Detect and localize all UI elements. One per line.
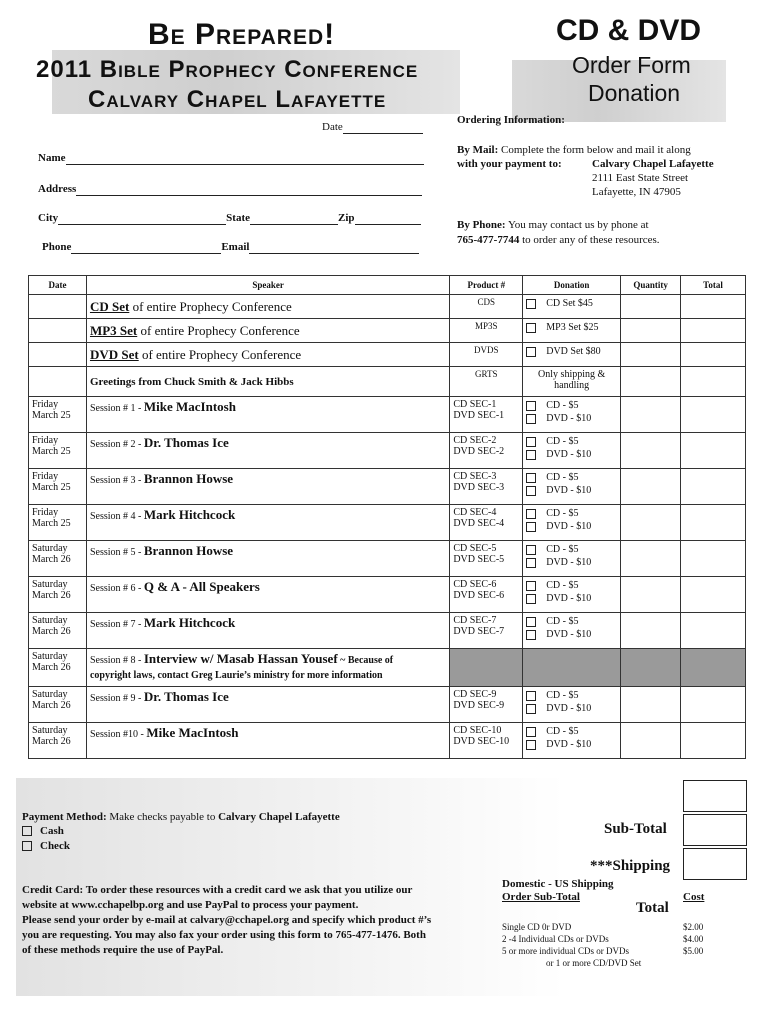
email-label: Email (221, 241, 250, 253)
donation-option[interactable]: CD - $5 DVD - $10 (523, 723, 621, 759)
quantity-cell[interactable] (621, 613, 681, 649)
checkbox[interactable] (526, 727, 536, 737)
checkbox[interactable] (526, 630, 536, 640)
checkbox[interactable] (526, 740, 536, 750)
col-quantity: Quantity (621, 276, 681, 295)
set-desc: of entire Prophecy Conference (129, 298, 292, 314)
checkbox[interactable] (526, 594, 536, 604)
donation-option[interactable]: CD - $5 DVD - $10 (523, 687, 621, 723)
checkbox[interactable] (526, 617, 536, 627)
phone-order-label: By Phone: (457, 219, 506, 231)
cash-label: Cash (40, 825, 64, 837)
table-row: Saturday March 26 Session # 7 - Mark Hitchcock CD SEC-7 DVD SEC-7 CD - $5 DVD - $10 (29, 613, 746, 649)
total-cell[interactable] (681, 505, 746, 541)
checkbox[interactable] (526, 545, 536, 555)
payment-check-option[interactable] (22, 840, 70, 852)
set-title: MP3 Set (89, 322, 138, 338)
payment-label: Payment Method: (22, 811, 107, 823)
checkbox[interactable] (526, 691, 536, 701)
table-row: Saturday March 26 Session # 6 - Q & A - All Speakers CD SEC-6 DVD SEC-6 CD - $5 DVD - $10 (29, 577, 746, 613)
order-table (28, 275, 746, 759)
quantity-cell[interactable] (621, 319, 681, 343)
donation-option[interactable] (523, 295, 621, 319)
name-field[interactable] (38, 152, 424, 165)
total-cell[interactable] (681, 397, 746, 433)
checkbox[interactable] (526, 347, 536, 357)
title-donation: Donation (588, 80, 681, 106)
donation-option[interactable]: CD - $5 DVD - $10 (523, 397, 621, 433)
mail-text-1: Complete the form below and mail it along (501, 144, 691, 156)
donation-note: Only shipping & handling (523, 367, 621, 397)
product-code: CDS (450, 295, 523, 319)
subtotal-box[interactable] (683, 814, 747, 846)
zip-label: Zip (338, 212, 355, 224)
total-cell[interactable] (681, 367, 746, 397)
table-row: Friday March 25 Session # 4 - Mark Hitchcock CD SEC-4 DVD SEC-4 CD - $5 DVD - $10 (29, 505, 746, 541)
table-row (29, 295, 746, 319)
shipping-box[interactable] (683, 848, 747, 880)
phone-label: Phone (42, 241, 72, 253)
checkbox[interactable] (526, 486, 536, 496)
total-cell[interactable] (681, 295, 746, 319)
donation-option[interactable]: CD - $5 DVD - $10 (523, 433, 621, 469)
phone-text-2: to order any of these resources. (522, 234, 660, 246)
mail-text-2: with your payment to: (457, 158, 562, 170)
title-cd-dvd: CD & DVD (556, 14, 702, 47)
table-row-unavailable: Saturday March 26 Session # 8 - Interview w/ Masab Hassan Yousef ~ Because of copyright laws, contact Greg Laurie’s ministry for more information (29, 649, 746, 687)
list-item: 2 -4 Individual CDs or DVDs $4.00 (502, 934, 704, 944)
payment-text: Make checks payable to (106, 811, 219, 823)
order-subtotal-heading: Order Sub-Total (502, 891, 580, 903)
total-cell[interactable] (681, 723, 746, 759)
table-row: Saturday March 26 Session #10 - Mike MacIntosh CD SEC-10 DVD SEC-10 CD - $5 DVD - $10 (29, 723, 746, 759)
date-label: Date (322, 121, 343, 133)
quantity-cell[interactable] (621, 723, 681, 759)
cash-checkbox[interactable] (22, 826, 32, 836)
address-field[interactable] (38, 183, 422, 196)
checkbox[interactable] (526, 522, 536, 532)
address-label: Address (38, 183, 77, 195)
mail-label: By Mail: (457, 144, 499, 156)
col-donation: Donation (523, 276, 621, 295)
total-cell[interactable] (681, 687, 746, 723)
quantity-cell[interactable] (621, 295, 681, 319)
col-date: Date (29, 276, 87, 295)
check-checkbox[interactable] (22, 841, 32, 851)
quantity-cell[interactable] (621, 687, 681, 723)
checkbox[interactable] (526, 414, 536, 424)
set-title: DVD Set (89, 346, 139, 362)
donation-option[interactable]: CD - $5 DVD - $10 (523, 541, 621, 577)
title-order-form: Order Form (572, 52, 691, 78)
credit-card-info: Credit Card: To order these resources with a credit card we ask that you utilize our website at www.cchapelbp.org and use PayPal to process your payment. Please send your order by e-mail at calvary@cchapel.org and specify which product #’s you are requesting. You may also fax your order using this form to 765-477-1476. Both of these methods require the use of PayPal. (22, 884, 432, 956)
table-row (29, 343, 746, 367)
name-label: Name (38, 152, 66, 164)
quantity-cell[interactable] (621, 397, 681, 433)
shipping-label: ***Shipping (590, 858, 671, 874)
checkbox[interactable] (526, 473, 536, 483)
date-field[interactable] (322, 121, 423, 134)
donation-label: DVD Set $80 (546, 346, 601, 357)
table-row: Friday March 25 Session # 2 - Dr. Thomas Ice CD SEC-2 DVD SEC-2 CD - $5 DVD - $10 (29, 433, 746, 469)
list-item: 5 or more individual CDs or DVDs $5.00 (502, 946, 704, 956)
phone-number: 765-477-7744 (457, 234, 520, 246)
ship-heading: Domestic - US Shipping (502, 878, 614, 890)
title-conference: 2011 Bible Prophecy Conference (36, 56, 419, 83)
total-cell[interactable] (681, 541, 746, 577)
quantity-cell[interactable] (621, 577, 681, 613)
shipping-rates (502, 921, 742, 969)
product-code: DVDS (450, 343, 523, 367)
checkbox[interactable] (526, 437, 536, 447)
table-row: Friday March 25 Session # 1 - Mike MacIntosh CD SEC-1 DVD SEC-1 CD - $5 DVD - $10 (29, 397, 746, 433)
mailing-address (592, 157, 714, 199)
list-item: or 1 or more CD/DVD Set (546, 958, 642, 968)
checkbox[interactable] (526, 558, 536, 568)
top-blank-box[interactable] (683, 780, 747, 812)
total-cell[interactable] (681, 343, 746, 367)
table-row: Saturday March 26 Session # 9 - Dr. Thomas Ice CD SEC-9 DVD SEC-9 CD - $5 DVD - $10 (29, 687, 746, 723)
donation-label: CD Set $45 (546, 298, 593, 309)
phone-instructions (457, 218, 660, 248)
set-title: CD Set (89, 298, 130, 314)
quantity-cell[interactable] (621, 469, 681, 505)
set-desc: of entire Prophecy Conference (137, 322, 300, 338)
cost-heading: Cost (683, 891, 705, 903)
col-product: Product # (450, 276, 523, 295)
title-be-prepared: Be Prepared! (148, 18, 336, 51)
ordering-heading: Ordering Information: (457, 114, 565, 126)
total-cell[interactable] (681, 433, 746, 469)
payee: Calvary Chapel Lafayette (218, 811, 340, 823)
total-cell[interactable] (681, 319, 746, 343)
quantity-cell[interactable] (621, 505, 681, 541)
subtotal-label: Sub-Total (604, 821, 667, 837)
donation-option[interactable]: CD - $5 DVD - $10 (523, 577, 621, 613)
phone-text: You may contact us by phone at (507, 219, 649, 231)
table-row (29, 319, 746, 343)
state-label: State (226, 212, 250, 224)
product-code: MP3S (450, 319, 523, 343)
donation-option[interactable]: CD - $5 DVD - $10 (523, 505, 621, 541)
checkbox[interactable] (526, 581, 536, 591)
check-label: Check (40, 840, 70, 852)
list-item: Single CD 0r DVD $2.00 (502, 922, 704, 932)
quantity-cell[interactable] (621, 367, 681, 397)
total-cell[interactable] (681, 577, 746, 613)
donation-label: MP3 Set $25 (546, 322, 599, 333)
quantity-cell[interactable] (621, 433, 681, 469)
quantity-cell[interactable] (621, 343, 681, 367)
mail-street: 2111 East State Street (592, 172, 689, 184)
phone-email-field[interactable] (42, 241, 419, 254)
col-total: Total (681, 276, 746, 295)
payment-method (22, 810, 340, 825)
payment-cash-option[interactable] (22, 825, 64, 837)
col-speaker: Speaker (86, 276, 449, 295)
donation-option[interactable]: CD - $5 DVD - $10 (523, 469, 621, 505)
total-cell[interactable] (681, 469, 746, 505)
checkbox[interactable] (526, 509, 536, 519)
checkbox[interactable] (526, 323, 536, 333)
quantity-cell[interactable] (621, 541, 681, 577)
mail-city: Lafayette, IN 47905 (592, 186, 681, 198)
table-row: Saturday March 26 Session # 5 - Brannon Howse CD SEC-5 DVD SEC-5 CD - $5 DVD - $10 (29, 541, 746, 577)
mail-org: Calvary Chapel Lafayette (592, 158, 714, 170)
product-code: GRTS (450, 367, 523, 397)
donation-option[interactable] (523, 343, 621, 367)
table-header-row (29, 276, 746, 295)
donation-option[interactable]: CD - $5 DVD - $10 (523, 613, 621, 649)
checkbox[interactable] (526, 401, 536, 411)
checkbox[interactable] (526, 450, 536, 460)
checkbox[interactable] (526, 299, 536, 309)
total-label: Total (636, 900, 669, 916)
checkbox[interactable] (526, 704, 536, 714)
greetings-text: Greetings from Chuck Smith & Jack Hibbs (86, 367, 449, 397)
donation-option[interactable] (523, 319, 621, 343)
total-cell[interactable] (681, 613, 746, 649)
city-state-zip-field[interactable] (38, 212, 421, 225)
city-label: City (38, 212, 59, 224)
table-row: Friday March 25 Session # 3 - Brannon Howse CD SEC-3 DVD SEC-3 CD - $5 DVD - $10 (29, 469, 746, 505)
set-desc: of entire Prophecy Conference (138, 346, 302, 362)
title-church: Calvary Chapel Lafayette (88, 86, 387, 113)
table-row (29, 367, 746, 397)
